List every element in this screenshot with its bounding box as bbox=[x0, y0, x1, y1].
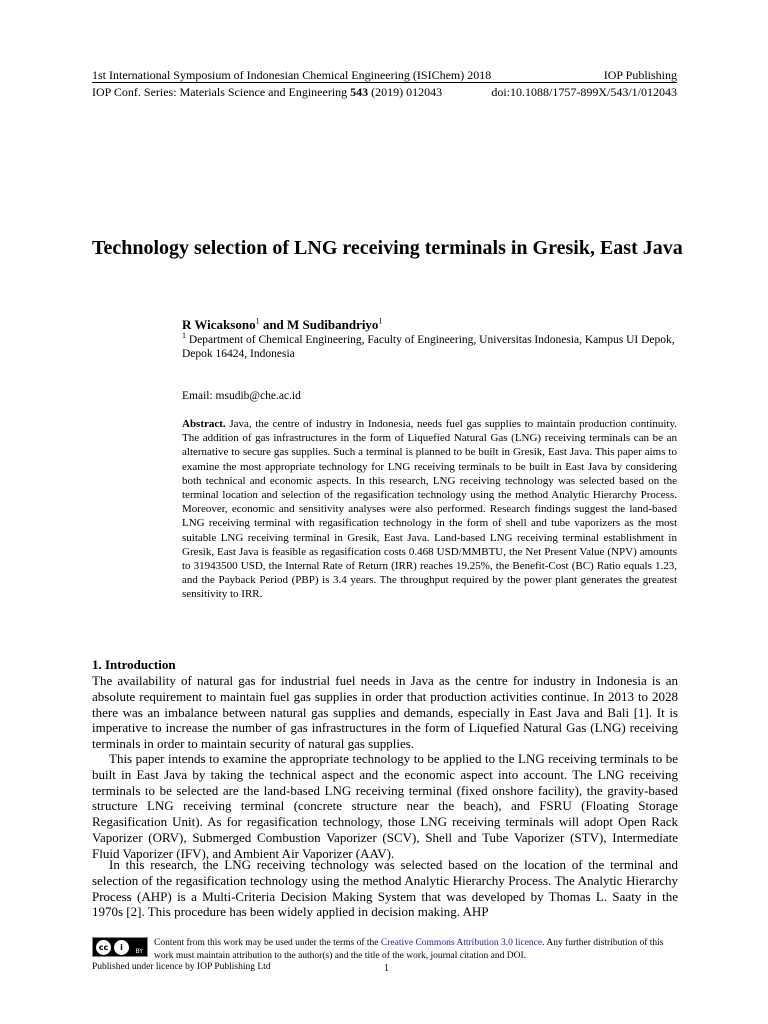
conference-name: 1st International Symposium of Indonesian Chemical Engineering (ISIChem) 2018 bbox=[92, 68, 492, 82]
license-notice: Content from this work may be used under the terms of the Creative Commons Attribution 3.0 licence. Any further distribution of this work must maintain attribution to the author(s) and the title of the work, journal citation and DOI. bbox=[154, 938, 664, 961]
paper-title: Technology selection of LNG receiving terminals in Gresik, East Java bbox=[92, 237, 683, 259]
paragraph: The availability of natural gas for industrial fuel needs in Java as the centre for industry in Indonesia is an absolute requirement to maintain fuel gas supplies in order that production activities continue. In 2013 to 2028 there was an imbalance between natural gas supplies and demands, especially in East Java and Bali [1]. It is imperative to increase the number of gas infrastructures in the form of Liquefied Natural Gas (LNG) receiving terminals in order to maintain security of natural gas supplies. bbox=[92, 673, 678, 752]
volume-number: 543 bbox=[350, 85, 369, 99]
section-heading: 1. Introduction bbox=[92, 657, 176, 672]
series-line bbox=[92, 85, 677, 99]
affiliation: $^1$ Department of Chemical Engineering, Faculty of Engineering, Universitas Indonesia, Kampus UI Depok, Depok 16424, Indonesia bbox=[182, 331, 675, 360]
page-number: 1 bbox=[384, 963, 389, 974]
abstract-label: Abstract. bbox=[182, 418, 226, 430]
cc-license-badge[interactable] bbox=[92, 937, 148, 957]
contact-email[interactable]: Email: msudib@che.ac.id bbox=[182, 390, 301, 402]
authors: R Wicaksono$^1$ and M Sudibandriyo$^1$ bbox=[182, 316, 383, 332]
publisher-notice: Published under licence by IOP Publishing Ltd bbox=[92, 962, 271, 972]
paragraph: This paper intends to examine the appropriate technology to be applied to the LNG receiving terminals to be built in East Java by taking the technical aspect and the economic aspect into account. The LNG receiving terminals to be selected are the land-based LNG receiving terminal (fixed onshore facility), the gravity-based structure LNG receiving terminal (concrete structure near the beach), and FSRU (Floating Storage Regasification Unit). As for regasification technology, those LNG receiving terminals will adopt Open Rack Vaporizer (ORV), Submerged Combustion Vaporizer (SCV), Shell and Tube Vaporizer (STV), Intermediate Fluid Vaporizer (IFV), and Ambient Air Vaporizer (AAV). bbox=[92, 751, 678, 861]
series-citation: IOP Conf. Series: Materials Science and Engineering 543 (2019) 012043 bbox=[92, 85, 443, 99]
header-rule bbox=[92, 82, 677, 83]
abstract: Abstract. Java, the centre of industry in Indonesia, needs fuel gas supplies to maintain production continuity. The addition of gas infrastructures in the form of Liquefied Natural Gas (LNG) receiving terminals can be an alternative to secure gas supplies. Such a terminal is planned to be built in Gresik, East Java. This paper aims to examine the most appropriate technology for LNG receiving terminals to be built in East Java by considering both technical and economic aspects. In this research, LNG receiving technology was selected based on the terminal location and selection of the regasification technology using the method Analytic Hierarchy Process. Moreover, economic and sensitivity analyses were also performed. Research findings suggest the land-based LNG receiving terminal with regasification technology in the form of shell and tube vaporizers as the most suitable LNG receiving terminal in Gresik, East Java. Land-based LNG receiving terminal establishment in Gresik, East Java is feasible as regasification costs 0.468 USD/MMBTU, the Net Present Value (NPV) amounts to 31943500 USD, the Internal Rate of Return (IRR) reaches 19.25%, the Benefit-Cost (BC) Ratio equals 1.23, and the Payback Period (PBP) is 3.4 years. The throughput required by the power plant generates the greatest sensitivity to IRR. bbox=[182, 418, 677, 601]
publisher-tag: IOP Publishing bbox=[603, 68, 677, 82]
license-link[interactable]: Creative Commons Attribution 3.0 licence bbox=[380, 938, 543, 948]
cc-by-label: BY bbox=[135, 948, 143, 955]
creative-commons-icon: cc bbox=[96, 940, 111, 955]
attribution-icon: i bbox=[114, 940, 129, 955]
paragraph: In this research, the LNG receiving technology was selected based on the location of the terminal and selection of the regasification technology using the method Analytic Hierarchy Process. The Analytic Hierarchy Process (AHP) is a Multi-Criteria Decision Making System that was developed by Thomas L. Saaty in the 1970s [2]. This procedure has been widely applied in decision making. AHP bbox=[92, 857, 678, 920]
doi[interactable]: doi:10.1088/1757-899X/543/1/012043 bbox=[491, 85, 677, 99]
